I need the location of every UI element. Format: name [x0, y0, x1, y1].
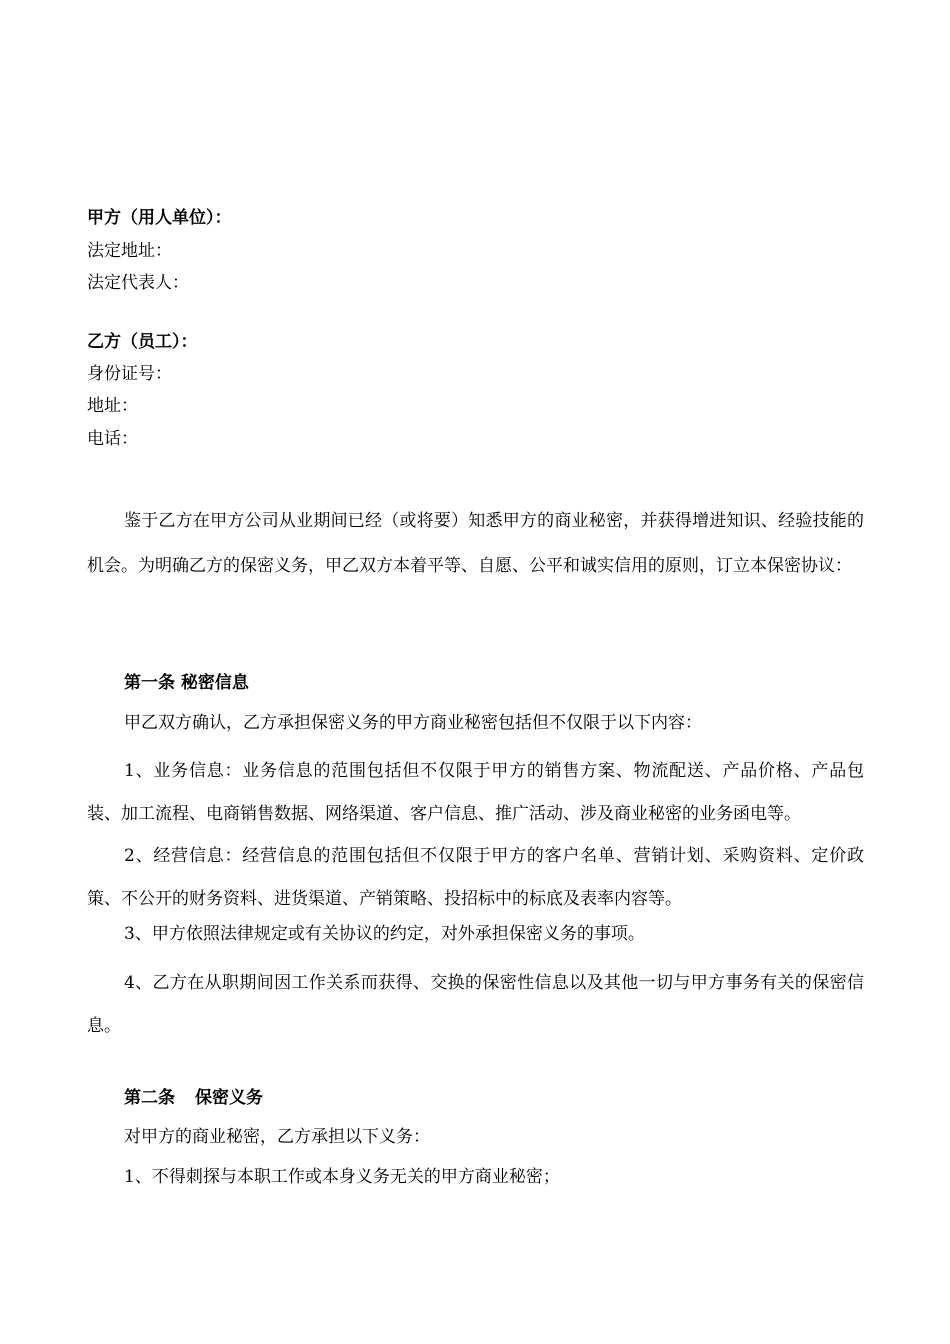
party-b-phone-label: 电话： — [87, 429, 138, 449]
article-1-number: 第一条 — [124, 673, 175, 693]
party-a-rep-label: 法定代表人： — [87, 273, 189, 293]
article-2-number: 第二条 — [124, 1088, 175, 1108]
article-1-item-2: 2、经营信息：经营信息的范围包括但不仅限于甲方的客户名单、营销计划、采购资料、定价政策、不公开的财务资料、进货渠道、产销策略、投招标中的标底及表率内容等。 — [87, 846, 864, 909]
preamble-paragraph: 鉴于乙方在甲方公司从业期间已经（或将要）知悉甲方的商业秘密，并获得增进知识、经验技能的机会。为明确乙方的保密义务，甲乙双方本着平等、自愿、公平和诚实信用的原则，订立本保密协议： — [87, 511, 864, 576]
party-b-address-label: 地址： — [87, 396, 138, 416]
party-a-address-label: 法定地址： — [87, 241, 172, 261]
party-a-title: 甲方（用人单位）： — [87, 208, 232, 228]
article-2-item-1: 1、不得刺探与本职工作或本身义务无关的甲方商业秘密； — [124, 1167, 560, 1187]
article-1-heading — [124, 672, 249, 694]
article-1-title: 秘密信息 — [180, 673, 249, 693]
article-1-item-3: 3、甲方依照法律规定或有关协议的约定，对外承担保密义务的事项。 — [124, 924, 645, 944]
party-b-id-label: 身份证号： — [87, 364, 172, 384]
article-1-intro: 甲乙双方确认，乙方承担保密义务的甲方商业秘密包括但不仅限于以下内容： — [124, 713, 702, 733]
article-1-item-1: 1、业务信息：业务信息的范围包括但不仅限于甲方的销售方案、物流配送、产品价格、产品包装、加工流程、电商销售数据、网络渠道、客户信息、推广活动、涉及商业秘密的业务函电等。 — [87, 761, 864, 824]
party-b-title: 乙方（员工）： — [87, 332, 198, 352]
article-2-title: 保密义务 — [195, 1088, 263, 1108]
article-2-intro: 对甲方的商业秘密，乙方承担以下义务： — [124, 1127, 430, 1147]
article-2-heading — [124, 1087, 263, 1109]
article-1-item-4: 4、乙方在从职期间因工作关系而获得、交换的保密性信息以及其他一切与甲方事务有关的保密信息。 — [87, 973, 864, 1036]
